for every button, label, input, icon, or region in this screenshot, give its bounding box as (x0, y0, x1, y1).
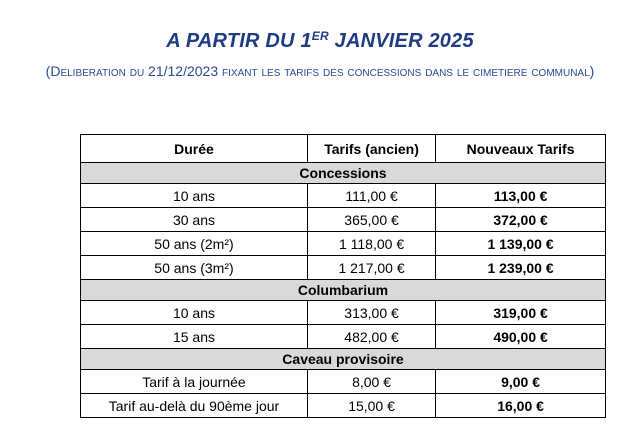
page-title (0, 30, 640, 53)
title-superscript: ER (311, 29, 329, 43)
table-row (81, 394, 606, 418)
row-new-price: 372,00 € (436, 208, 606, 232)
row-label: 30 ans (81, 208, 308, 232)
row-old-price: 1 118,00 € (307, 232, 435, 256)
row-label: 50 ans (2m²) (81, 232, 308, 256)
section-row-caveau-provisoire (81, 349, 606, 370)
row-new-price: 490,00 € (436, 325, 606, 349)
row-new-price: 113,00 € (436, 184, 606, 208)
row-label: Tarif à la journée (81, 370, 308, 394)
row-old-price: 111,00 € (307, 184, 435, 208)
section-row-columbarium (81, 280, 606, 301)
section-row-concessions (81, 163, 606, 184)
header-old-tariffs: Tarifs (ancien) (307, 135, 435, 163)
row-old-price: 482,00 € (307, 325, 435, 349)
page-subtitle: (Deliberation du 21/12/2023 fixant les tarifs des concessions dans le cimetiere communal) (45, 63, 595, 79)
row-new-price: 9,00 € (436, 370, 606, 394)
row-label: 10 ans (81, 301, 308, 325)
row-new-price: 319,00 € (436, 301, 606, 325)
row-label: 10 ans (81, 184, 308, 208)
table-row (81, 232, 606, 256)
section-title: Columbarium (81, 280, 606, 301)
row-old-price: 365,00 € (307, 208, 435, 232)
row-label: Tarif au-delà du 90ème jour (81, 394, 308, 418)
row-new-price: 16,00 € (436, 394, 606, 418)
table-row (81, 184, 606, 208)
tariffs-table (80, 134, 606, 418)
row-new-price: 1 139,00 € (436, 232, 606, 256)
table-row (81, 370, 606, 394)
title-prefix: A PARTIR DU 1 (166, 30, 312, 52)
title-suffix: JANVIER 2025 (328, 30, 474, 52)
row-label: 15 ans (81, 325, 308, 349)
row-old-price: 8,00 € (307, 370, 435, 394)
row-old-price: 15,00 € (307, 394, 435, 418)
row-old-price: 313,00 € (307, 301, 435, 325)
section-title: Caveau provisoire (81, 349, 606, 370)
table-row (81, 301, 606, 325)
table-row (81, 325, 606, 349)
table-row (81, 256, 606, 280)
row-old-price: 1 217,00 € (307, 256, 435, 280)
table-header-row (81, 135, 606, 163)
header-duree: Durée (81, 135, 308, 163)
table-row (81, 208, 606, 232)
section-title: Concessions (81, 163, 606, 184)
row-new-price: 1 239,00 € (436, 256, 606, 280)
row-label: 50 ans (3m²) (81, 256, 308, 280)
header-new-tariffs: Nouveaux Tarifs (436, 135, 606, 163)
